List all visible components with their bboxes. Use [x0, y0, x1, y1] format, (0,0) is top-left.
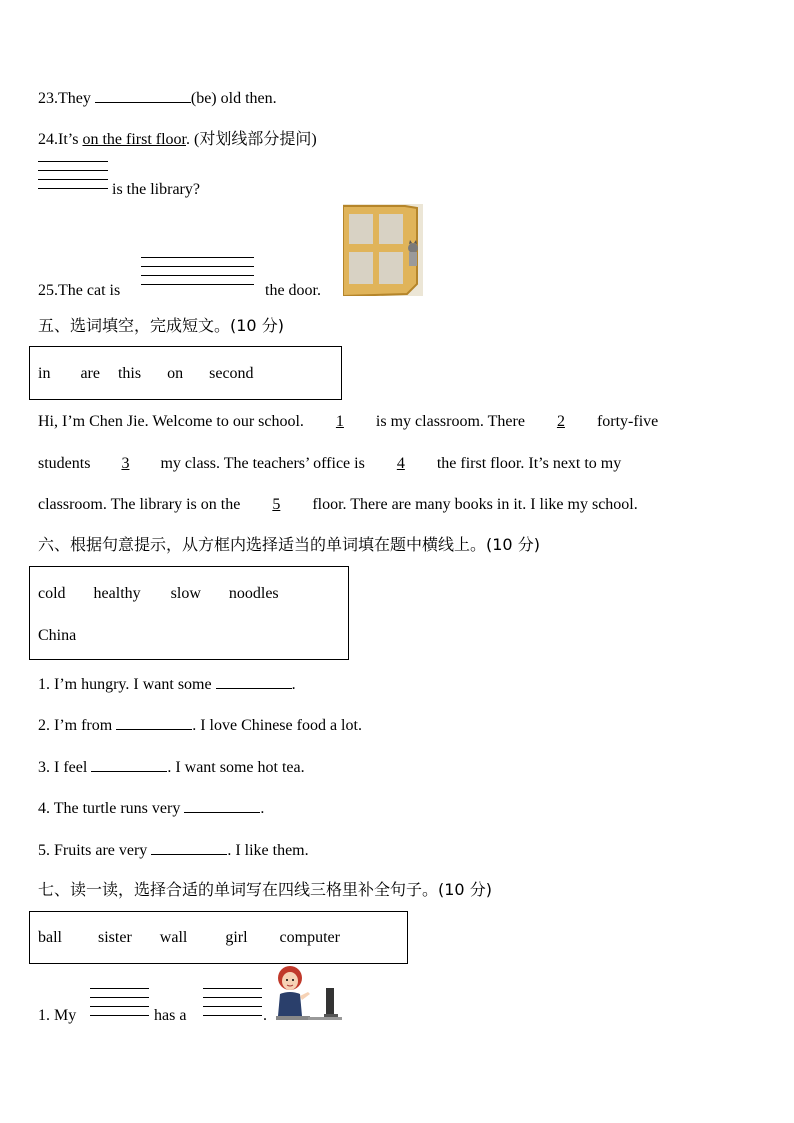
q25-suffix: the door.	[265, 282, 321, 299]
q24-underlined-phrase: on the first floor	[82, 131, 186, 148]
door-cat-image	[343, 204, 423, 296]
answer-blank[interactable]	[216, 674, 292, 689]
answer-blank[interactable]	[184, 798, 260, 813]
passage-line-2	[38, 454, 621, 474]
section-5-heading: 五、选词填空，完成短文。(10 分)	[38, 316, 284, 335]
q25-prefix: 25.The cat is	[38, 282, 121, 299]
word-cold: cold	[38, 585, 66, 602]
q23-suffix: (be) old then.	[190, 90, 277, 107]
word-this: this	[117, 365, 142, 382]
item-text: 2. I’m from	[38, 717, 117, 734]
girl-at-computer-image	[272, 964, 344, 1024]
passage-blank-4[interactable]: 4	[396, 455, 405, 472]
word-bank	[38, 584, 279, 604]
answer-blank[interactable]	[151, 840, 227, 855]
passage-line-3	[38, 495, 638, 515]
word-ball: ball	[38, 929, 62, 946]
passage-blank-3[interactable]: 3	[121, 455, 130, 472]
q24-prefix: 24.It’s	[38, 131, 83, 148]
four-line-grid[interactable]	[90, 988, 149, 1016]
item-text: . I want some hot tea.	[167, 759, 305, 776]
four-line-grid[interactable]	[203, 988, 262, 1016]
word-bank-box	[29, 566, 349, 660]
passage-blank-2[interactable]: 2	[556, 413, 565, 430]
word-in: in	[38, 365, 51, 382]
passage-text: classroom. The library is on the	[38, 496, 245, 513]
exercise-item	[38, 715, 362, 736]
item-text: 3. I feel	[38, 759, 92, 776]
word-bank-box	[29, 911, 408, 964]
passage-text: floor. There are many books in it. I like my school.	[308, 496, 638, 513]
exercise-item	[38, 674, 296, 695]
passage-text: Hi, I’m Chen Jie. Welcome to our school.	[38, 413, 308, 430]
word-bank	[38, 364, 254, 384]
word-second: second	[209, 365, 254, 382]
passage-text: my class. The teachers’ office is	[156, 455, 369, 472]
answer-blank[interactable]	[91, 757, 167, 772]
s7-item1-b: has a	[154, 1007, 187, 1024]
word-sister: sister	[98, 929, 132, 946]
word-girl: girl	[225, 929, 248, 946]
q24-suffix: . (对划线部分提问)	[186, 131, 317, 148]
word-slow: slow	[170, 585, 201, 602]
item-text: .	[260, 800, 265, 817]
item-text: .	[291, 676, 296, 693]
word-bank-box	[29, 346, 342, 400]
s7-item1-c: .	[263, 1007, 267, 1024]
item-text: 5. Fruits are very	[38, 842, 152, 859]
exercise-item	[38, 840, 309, 861]
four-line-grid[interactable]	[141, 257, 254, 285]
exercise-item	[38, 757, 305, 778]
section-7-heading: 七、读一读，选择合适的单词写在四线三格里补全句子。(10 分)	[38, 880, 492, 899]
passage-text: the first floor. It’s next to my	[432, 455, 622, 472]
word-healthy: healthy	[93, 585, 141, 602]
word-china: China	[38, 627, 77, 644]
q23-prefix: 23.They	[38, 90, 95, 107]
exercise-item	[38, 798, 264, 819]
word-noodles: noodles	[228, 585, 279, 602]
section-6-heading: 六、根据句意提示，从方框内选择适当的单词填在题中横线上。(10 分)	[38, 535, 540, 554]
item-text: . I love Chinese food a lot.	[192, 717, 362, 734]
passage-text: forty-five	[592, 413, 659, 430]
word-computer: computer	[279, 929, 340, 946]
word-are: are	[80, 365, 100, 382]
q24-answer-suffix: is the library?	[112, 181, 200, 198]
s7-item1-a: 1. My	[38, 1007, 77, 1024]
passage-blank-1[interactable]: 1	[335, 413, 344, 430]
passage-line-1	[38, 412, 658, 432]
passage-text: is my classroom. There	[371, 413, 529, 430]
answer-blank[interactable]	[95, 88, 191, 103]
word-wall: wall	[159, 929, 188, 946]
item-text: . I like them.	[227, 842, 309, 859]
passage-blank-5[interactable]: 5	[272, 496, 281, 513]
passage-text: students	[38, 455, 95, 472]
four-line-grid[interactable]	[38, 161, 108, 189]
word-on: on	[167, 365, 184, 382]
item-text: 1. I’m hungry. I want some	[38, 676, 216, 693]
item-text: 4. The turtle runs very	[38, 800, 185, 817]
word-bank	[38, 928, 340, 948]
answer-blank[interactable]	[116, 715, 192, 730]
question-24	[38, 130, 317, 150]
question-23	[38, 88, 277, 109]
